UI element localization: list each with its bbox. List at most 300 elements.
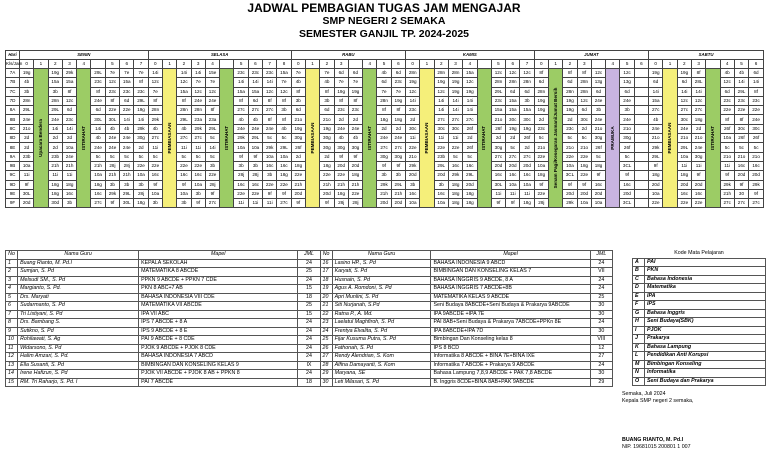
- schedule-cell: 28n: [191, 106, 205, 115]
- schedule-cell: 6d: [749, 69, 764, 78]
- schedule-cell: 27c: [448, 115, 462, 124]
- period-number: 8: [277, 60, 291, 69]
- teacher-no: 11: [6, 344, 18, 353]
- schedule-cell: 22e: [234, 189, 248, 198]
- schedule-cell: 14i: [263, 78, 277, 87]
- teacher-no: 2: [6, 268, 18, 277]
- schedule-cell: 9f: [177, 180, 191, 189]
- subject-code-row: [633, 318, 766, 327]
- schedule-cell: 27c: [691, 106, 705, 115]
- schedule-cell: 9f: [649, 161, 663, 170]
- subject-code: N: [633, 369, 645, 378]
- schedule-cell: 2d: [134, 143, 148, 152]
- schedule-cell: 9f: [691, 171, 705, 180]
- subject-name: Informatika: [645, 369, 766, 378]
- teacher-no: 15: [6, 378, 18, 387]
- schedule-cell: 9f: [191, 199, 205, 208]
- schedule-cell: 16c: [434, 189, 448, 198]
- kelas-jam-header: Kls/Jam: [6, 60, 20, 69]
- schedule-cell: 5c: [148, 152, 162, 161]
- schedule-cell: 24e: [20, 115, 34, 124]
- schedule-cell: 12c: [591, 69, 605, 78]
- schedule-cell: 7e: [391, 87, 405, 96]
- schedule-cell: 2d: [348, 115, 362, 124]
- teacher-name: Ella Susanti, S. Pd: [18, 361, 139, 370]
- teacher-row: [6, 319, 613, 328]
- schedule-cell: 12c: [205, 87, 219, 96]
- schedule-cell: 24e: [62, 152, 76, 161]
- teacher-col-header: JML: [298, 251, 320, 260]
- schedule-cell: 30g: [134, 134, 148, 143]
- schedule-cell: 14i: [677, 87, 691, 96]
- schedule-cell: 24e: [591, 115, 605, 124]
- schedule-cell: 12c: [263, 87, 277, 96]
- schedule-cell: 23c: [491, 96, 505, 105]
- teacher-row: [6, 327, 613, 336]
- teacher-name: Sudarmanto, S. Pd: [18, 302, 139, 311]
- schedule-cell: 29L: [677, 143, 691, 152]
- schedule-cell: 24e: [205, 96, 219, 105]
- schedule-cell: 27c: [749, 199, 764, 208]
- schedule-cell: 9f: [277, 189, 291, 198]
- teacher-name: Alfina Damayanti, S. Kom: [332, 361, 431, 370]
- schedule-cell: 7e: [120, 69, 134, 78]
- teacher-hours: 24: [298, 344, 320, 353]
- schedule-cell: 4b: [348, 134, 362, 143]
- period-number: 6: [506, 60, 520, 69]
- schedule-cell: 4b: [105, 124, 119, 133]
- schedule-cell: 2d: [563, 115, 577, 124]
- schedule-cell: 24e: [749, 115, 764, 124]
- schedule-cell: 16c: [177, 171, 191, 180]
- schedule-cell: 2d: [48, 143, 62, 152]
- subject-code: C: [633, 275, 645, 284]
- schedule-cell: 12c: [520, 69, 534, 78]
- schedule-cell: 19g: [320, 124, 334, 133]
- band-label: Upacara Bendera: [37, 119, 43, 158]
- schedule-cell: 15e: [205, 69, 219, 78]
- schedule-cell: 24e: [263, 124, 277, 133]
- schedule-cell: 20d: [334, 161, 348, 170]
- schedule-cell: 8f: [291, 87, 305, 96]
- schedule-cell: 23c: [62, 115, 76, 124]
- schedule-cell: 2d: [520, 143, 534, 152]
- schedule-cell: 9f: [234, 152, 248, 161]
- schedule-cell: 6d: [563, 78, 577, 87]
- schedule-cell: 7e: [291, 69, 305, 78]
- schedule-cell: 11i: [720, 161, 734, 170]
- schedule-cell: 10a: [91, 171, 105, 180]
- teacher-col-header: Nama Guru: [18, 251, 139, 260]
- class-label: 7C: [6, 87, 20, 96]
- schedule-cell: 27c: [734, 199, 748, 208]
- schedule-cell: 5c: [91, 152, 105, 161]
- schedule-cell: 22e: [649, 199, 663, 208]
- schedule-cell: 24e: [120, 134, 134, 143]
- schedule-cell: 3b: [134, 180, 148, 189]
- teacher-name: Lasino HP., S. Pd: [332, 259, 431, 268]
- schedule-cell: 22e: [448, 143, 462, 152]
- schedule-cell: 7e: [205, 78, 219, 87]
- schedule-cell: 5c: [448, 152, 462, 161]
- schedule-cell: 27c: [491, 152, 505, 161]
- schedule-cell: 21h: [334, 180, 348, 189]
- schedule-cell: 21o: [677, 134, 691, 143]
- schedule-cell: 23c: [534, 124, 548, 133]
- schedule-cell: 4b: [377, 69, 391, 78]
- subject-code: D: [633, 284, 645, 293]
- schedule-cell: 2d: [334, 115, 348, 124]
- schedule-cell: 26f: [291, 143, 305, 152]
- empty-cell: [634, 134, 648, 143]
- teacher-subject: KEPALA SEKOLAH: [139, 259, 298, 268]
- subject-code: B: [633, 267, 645, 276]
- schedule-cell: 11i: [234, 199, 248, 208]
- schedule-cell: 24e: [120, 143, 134, 152]
- schedule-cell: 22e: [734, 106, 748, 115]
- subject-name: IPA: [645, 292, 766, 301]
- empty-cell: [634, 106, 648, 115]
- period-number: 6: [248, 60, 262, 69]
- schedule-cell: 20d: [649, 180, 663, 189]
- schedule-cell: 14i: [463, 106, 477, 115]
- schedule-cell: 3b: [62, 199, 76, 208]
- schedule-cell: 28n: [491, 78, 505, 87]
- schedule-cell: 16c: [406, 189, 420, 198]
- schedule-cell: 9f: [591, 171, 605, 180]
- teacher-hours: VIII: [590, 336, 612, 345]
- schedule-cell: 3b: [205, 161, 219, 170]
- schedule-cell: 27c: [391, 143, 405, 152]
- teacher-subject: PAI 7 ABCDE: [139, 378, 298, 387]
- band-istirahat: [706, 69, 720, 208]
- schedule-row: [6, 180, 764, 189]
- schedule-cell: 21o: [591, 124, 605, 133]
- schedule-cell: 24e: [191, 96, 205, 105]
- teacher-row: [6, 370, 613, 379]
- schedule-cell: 3CL: [620, 161, 634, 170]
- schedule-cell: 6d: [534, 78, 548, 87]
- schedule-cell: 4b: [91, 134, 105, 143]
- schedule-cell: 30L: [491, 180, 505, 189]
- teacher-name: Laelatul Maghfiroh, S. Pd: [332, 319, 431, 328]
- schedule-cell: 6d: [291, 106, 305, 115]
- teacher-subject: IPS 7 ABCDE + 8 A: [139, 319, 298, 328]
- schedule-cell: 29k: [191, 124, 205, 133]
- schedule-cell: 5c: [749, 143, 764, 152]
- teacher-no: 27: [320, 353, 332, 362]
- schedule-cell: 30c: [506, 115, 520, 124]
- teacher-name: Rohilawati, S. Ag: [18, 336, 139, 345]
- subject-code-table: [632, 250, 766, 386]
- teacher-subject: Bahasa Lampung 7,8,9 ABCDE + PAK 7,8 ABCDE: [431, 370, 590, 379]
- schedule-cell: 8f: [62, 87, 76, 96]
- band-istirahat: [477, 69, 491, 208]
- subject-code-row: [633, 326, 766, 335]
- schedule-cell: 29L: [91, 69, 105, 78]
- teacher-subject: Informatika 8 ABCDE + BINA 7E+BINA IXE: [431, 353, 590, 362]
- schedule-cell: 22e: [134, 161, 148, 170]
- schedule-cell: 14i: [177, 69, 191, 78]
- teacher-hours: 24: [298, 353, 320, 362]
- schedule-cell: 19g: [291, 124, 305, 133]
- schedule-cell: 19g: [534, 96, 548, 105]
- schedule-cell: 24e: [677, 124, 691, 133]
- schedule-cell: 24e: [377, 134, 391, 143]
- schedule-cell: 11i: [491, 189, 505, 198]
- teacher-col-header: JML: [590, 251, 612, 260]
- schedule-cell: 10a: [649, 189, 663, 198]
- subject-name: IPS: [645, 301, 766, 310]
- schedule-cell: 11i: [506, 189, 520, 198]
- teacher-name: Melsudi SM., S. Pd: [18, 276, 139, 285]
- schedule-cell: 5c: [506, 143, 520, 152]
- schedule-cell: 28n: [506, 78, 520, 87]
- schedule-cell: 28j: [534, 199, 548, 208]
- schedule-cell: 14i: [205, 143, 219, 152]
- schedule-cell: 30g: [491, 143, 505, 152]
- schedule-cell: 14i: [48, 124, 62, 133]
- schedule-cell: 22e: [148, 161, 162, 170]
- schedule-cell: 16c: [91, 189, 105, 198]
- period-number: 2: [177, 60, 191, 69]
- schedule-cell: 27c: [234, 106, 248, 115]
- schedule-cell: 22e: [248, 189, 262, 198]
- subject-code-row: [633, 360, 766, 369]
- teacher-hours: IX: [298, 361, 320, 370]
- period-number: 4: [363, 60, 377, 69]
- schedule-cell: 20d: [691, 180, 705, 189]
- schedule-cell: 24e: [91, 96, 105, 105]
- schedule-cell: 26f: [591, 143, 605, 152]
- teacher-subject: Bimbingan Dan Konseling kelas 8: [431, 336, 590, 345]
- band-label: ISTIRAHAT: [481, 126, 487, 151]
- schedule-cell: 11i: [434, 134, 448, 143]
- teacher-hours: 24: [298, 370, 320, 379]
- teacher-name: Drs. Maryati: [18, 293, 139, 302]
- schedule-cell: 3b: [248, 161, 262, 170]
- teacher-subject: BAHASA INGGRIS 7 ABCDE+8B: [431, 285, 590, 294]
- teacher-name: Maryana, SE: [332, 370, 431, 379]
- schedule-cell: 27c: [177, 134, 191, 143]
- empty-cell: [634, 69, 648, 78]
- schedule-cell: 14i: [649, 87, 663, 96]
- schedule-cell: 2d: [20, 134, 34, 143]
- schedule-cell: 21o: [406, 152, 420, 161]
- schedule-cell: 29L: [391, 180, 405, 189]
- schedule-cell: 8f: [205, 106, 219, 115]
- schedule-cell: 16c: [734, 161, 748, 170]
- teacher-row: [6, 285, 613, 294]
- schedule-cell: 20d: [563, 189, 577, 198]
- schedule-cell: 21h: [391, 189, 405, 198]
- schedule-cell: 16c: [691, 189, 705, 198]
- schedule-cell: 24e: [48, 115, 62, 124]
- subject-name: Matematika: [645, 284, 766, 293]
- band-pembiasaan: [305, 69, 319, 208]
- empty-cell: [634, 152, 648, 161]
- schedule-cell: 23c: [263, 69, 277, 78]
- schedule-cell: 20d: [377, 199, 391, 208]
- schedule-cell: 6d: [320, 106, 334, 115]
- schedule-cell: 29k: [649, 143, 663, 152]
- schedule-cell: 20d: [506, 161, 520, 170]
- schedule-cell: 10a: [591, 199, 605, 208]
- schedule-cell: 27c: [263, 106, 277, 115]
- teacher-col-header: Mapel: [431, 251, 590, 260]
- period-number: 1: [548, 60, 562, 69]
- class-label: 7A: [6, 69, 20, 78]
- schedule-cell: 24e: [691, 143, 705, 152]
- schedule-cell: 28j: [348, 199, 362, 208]
- empty-cell: [634, 87, 648, 96]
- teacher-no: 14: [6, 370, 18, 379]
- teacher-row: [6, 336, 613, 345]
- teacher-name: Husnain, S. Pd: [332, 276, 431, 285]
- schedule-cell: 22e: [291, 171, 305, 180]
- schedule-cell: 2d: [406, 115, 420, 124]
- schedule-cell: 27c: [377, 143, 391, 152]
- schedule-cell: 28n: [434, 69, 448, 78]
- schedule-cell: 12c: [434, 87, 448, 96]
- day-header-senin: SENIN: [20, 51, 149, 60]
- schedule-cell: 19g: [406, 78, 420, 87]
- schedule-cell: 28j: [334, 199, 348, 208]
- schedule-cell: 5c: [177, 152, 191, 161]
- schedule-cell: 8f: [320, 87, 334, 96]
- subject-code-row: [633, 343, 766, 352]
- schedule-cell: 28n: [534, 87, 548, 96]
- schedule-cell: 30c: [577, 115, 591, 124]
- schedule-cell: 12c: [620, 69, 634, 78]
- schedule-cell: 3b: [591, 106, 605, 115]
- schedule-cell: 18g: [134, 199, 148, 208]
- schedule-cell: 9f: [506, 199, 520, 208]
- period-number: 5: [491, 60, 505, 69]
- band-istirahat: [77, 69, 91, 208]
- schedule-cell: 15a: [177, 87, 191, 96]
- schedule-cell: 10a: [277, 152, 291, 161]
- schedule-cell: 9f: [720, 171, 734, 180]
- schedule-cell: 24e: [391, 134, 405, 143]
- schedule-cell: 30g: [691, 152, 705, 161]
- class-label: 9E: [6, 189, 20, 198]
- schedule-cell: 5c: [563, 134, 577, 143]
- schedule-cell: 8f: [177, 96, 191, 105]
- schedule-cell: 15a: [506, 106, 520, 115]
- period-number: 6: [634, 60, 648, 69]
- schedule-cell: 22e: [577, 171, 591, 180]
- schedule-cell: 5c: [205, 134, 219, 143]
- teacher-row: [6, 353, 613, 362]
- schedule-cell: 15a: [48, 78, 62, 87]
- schedule-cell: 14i: [120, 115, 134, 124]
- schedule-cell: 21h: [91, 161, 105, 170]
- class-label: 8C: [6, 124, 20, 133]
- schedule-cell: 28n: [577, 87, 591, 96]
- schedule-cell: 8f: [749, 87, 764, 96]
- schedule-cell: 22e: [348, 189, 362, 198]
- schedule-cell: 12c: [463, 78, 477, 87]
- schedule-cell: 18g: [691, 115, 705, 124]
- period-number: 2: [434, 60, 448, 69]
- subject-code: L: [633, 352, 645, 361]
- schedule-cell: 28n: [20, 96, 34, 105]
- schedule-cell: 18g: [463, 189, 477, 198]
- schedule-cell: 3b: [277, 106, 291, 115]
- period-number: 5: [620, 60, 634, 69]
- class-label: 7D: [6, 96, 20, 105]
- schedule-cell: 22e: [534, 189, 548, 198]
- schedule-cell: 20d: [491, 161, 505, 170]
- teacher-no: 4: [6, 285, 18, 294]
- class-label: 7B: [6, 78, 20, 87]
- schedule-cell: 26f: [620, 143, 634, 152]
- schedule-cell: 3b: [48, 87, 62, 96]
- schedule-cell: 27c: [205, 199, 219, 208]
- schedule-cell: 30c: [677, 115, 691, 124]
- schedule-cell: 3b: [20, 87, 34, 96]
- schedule-cell: 12c: [577, 96, 591, 105]
- schedule-cell: 21h: [105, 171, 119, 180]
- schedule-cell: 21o: [720, 152, 734, 161]
- schedule-cell: 5c: [463, 152, 477, 161]
- schedule-cell: 2d: [491, 134, 505, 143]
- schedule-cell: 14i: [62, 124, 76, 133]
- schedule-cell: 24e: [248, 124, 262, 133]
- schedule-cell: 8f: [391, 106, 405, 115]
- teacher-hours: 30: [590, 370, 612, 379]
- class-label: 9A: [6, 152, 20, 161]
- schedule-cell: 9f: [248, 152, 262, 161]
- schedule-cell: 23a: [191, 115, 205, 124]
- schedule-cell: 30d: [48, 199, 62, 208]
- schedule-cell: 23c: [234, 69, 248, 78]
- schedule-cell: 22e: [563, 152, 577, 161]
- schedule-cell: 11i: [677, 161, 691, 170]
- period-number: 4: [77, 60, 91, 69]
- teacher-no: 9: [6, 327, 18, 336]
- teacher-subject: BIMBINGAN DAN KONSELING KELAS 7: [431, 268, 590, 277]
- schedule-cell: 4b: [20, 78, 34, 87]
- subject-name: Bahasa Lampung: [645, 343, 766, 352]
- schedule-cell: 15a: [491, 106, 505, 115]
- period-number: 5: [105, 60, 119, 69]
- subject-code-row: [633, 335, 766, 344]
- schedule-cell: 30g: [348, 143, 362, 152]
- schedule-cell: 14i: [434, 106, 448, 115]
- schedule-cell: 30c: [734, 124, 748, 133]
- schedule-cell: 30g: [620, 134, 634, 143]
- teacher-name: Apri Munlini, S. Pd: [332, 293, 431, 302]
- schedule-cell: 16c: [62, 189, 76, 198]
- schedule-cell: 29L: [120, 189, 134, 198]
- teacher-no: 19: [320, 285, 332, 294]
- schedule-cell: 21h: [48, 161, 62, 170]
- schedule-cell: 23c: [563, 124, 577, 133]
- schedule-cell: 7e: [134, 69, 148, 78]
- teacher-subject: B. Inggris 8CDE+BINA 8AB+PAK 9ABCDE: [431, 378, 590, 387]
- schedule-cell: 30L: [20, 189, 34, 198]
- schedule-cell: 3b: [620, 106, 634, 115]
- band-pembiasaan: [420, 69, 434, 208]
- teacher-subject: BAHASA INDONESIA 9 ABCD: [431, 259, 590, 268]
- day-header-kamis: KAMIS: [406, 51, 535, 60]
- teacher-row: [6, 293, 613, 302]
- subject-code-row: [633, 284, 766, 293]
- schedule-cell: 3b: [406, 180, 420, 189]
- schedule-cell: 29L: [734, 87, 748, 96]
